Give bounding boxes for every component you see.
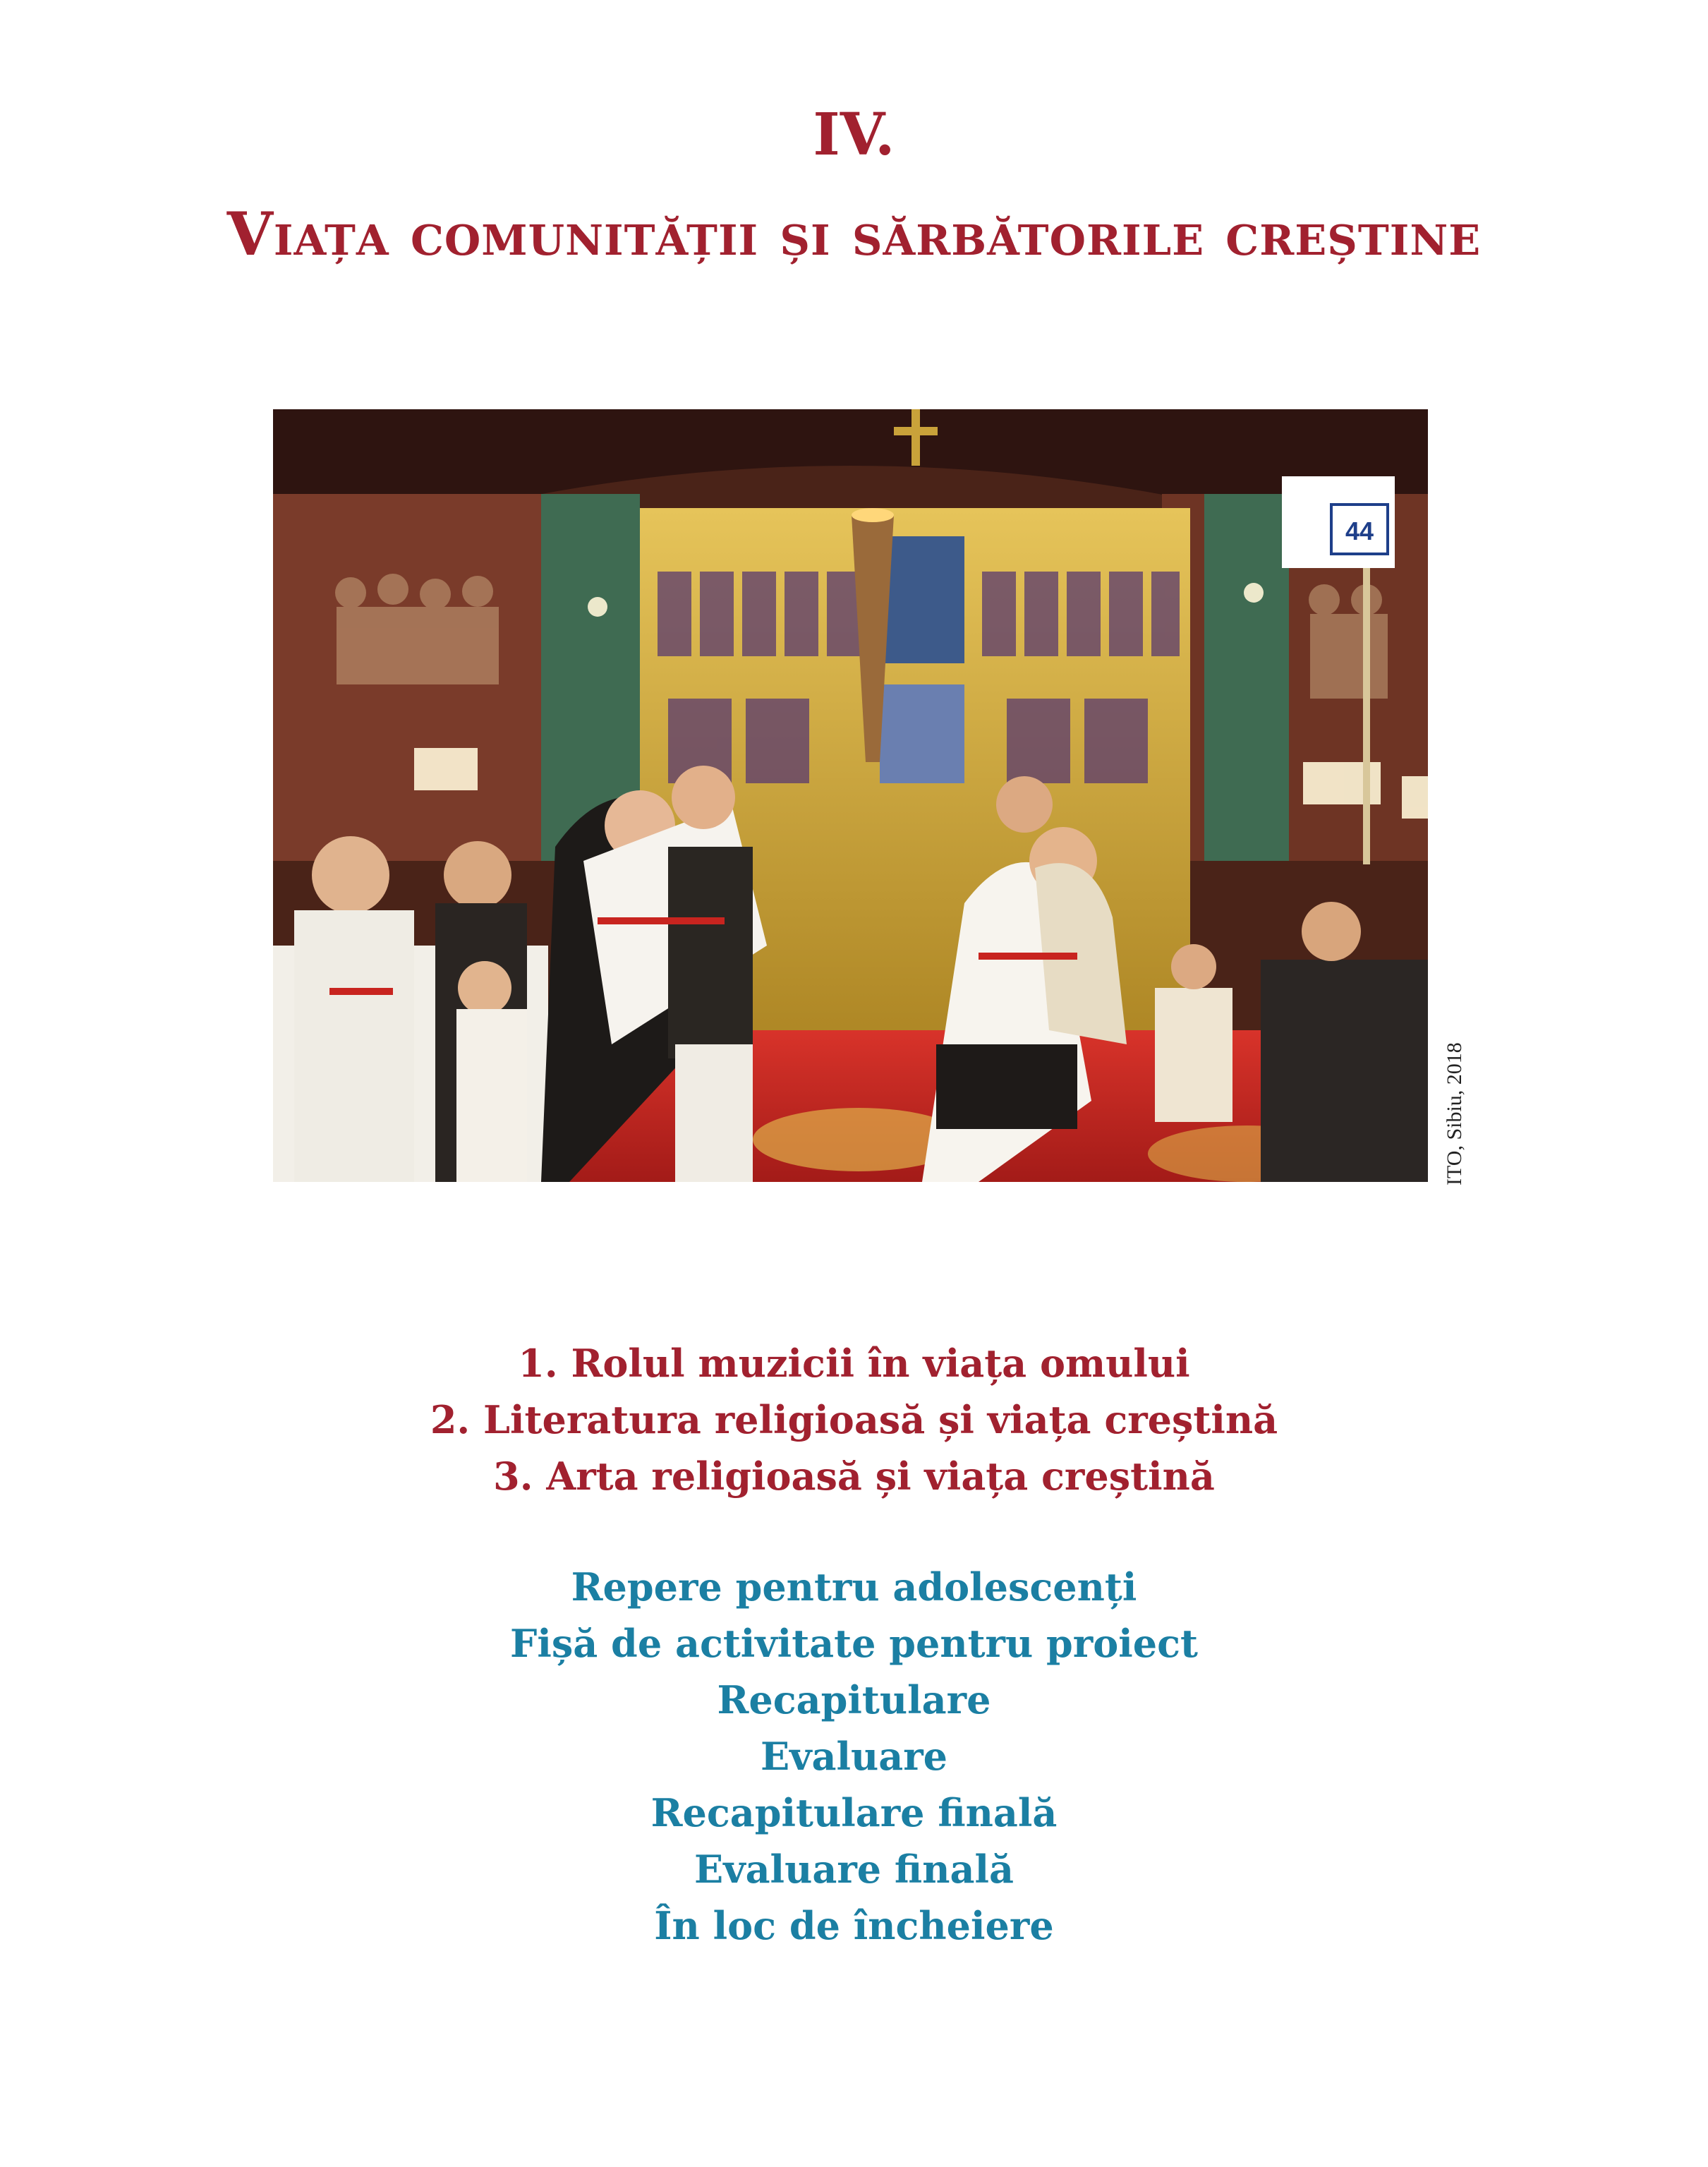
chapter-title: Viața comunității și sărbătorile creștine [226, 199, 1482, 269]
lesson-list [0, 1341, 1708, 1514]
lesson-item: 3. Arta religioasă și viața creștină [493, 1454, 1215, 1499]
section-item: Evaluare [760, 1734, 948, 1779]
section-item: Repere pentru adolescenți [571, 1564, 1137, 1610]
chapter-number: IV. [813, 101, 895, 169]
section-item: Evaluare finală [694, 1847, 1014, 1892]
section-item: Recapitulare [717, 1677, 991, 1722]
section-item: În loc de încheiere [654, 1903, 1054, 1948]
lesson-item: 2. Literatura religioasă și viața creștină [430, 1397, 1278, 1442]
photo-credit: ITO, Sibiu, 2018 [1443, 1042, 1466, 1185]
banner-number: 44 [1345, 517, 1374, 545]
cover-photo [273, 409, 1428, 1182]
section-list [0, 1564, 1708, 1963]
section-item: Recapitulare finală [650, 1790, 1058, 1835]
section-item: Fișă de activitate pentru proiect [510, 1621, 1198, 1666]
lesson-item: 1. Rolul muzicii în viața omului [518, 1341, 1190, 1386]
